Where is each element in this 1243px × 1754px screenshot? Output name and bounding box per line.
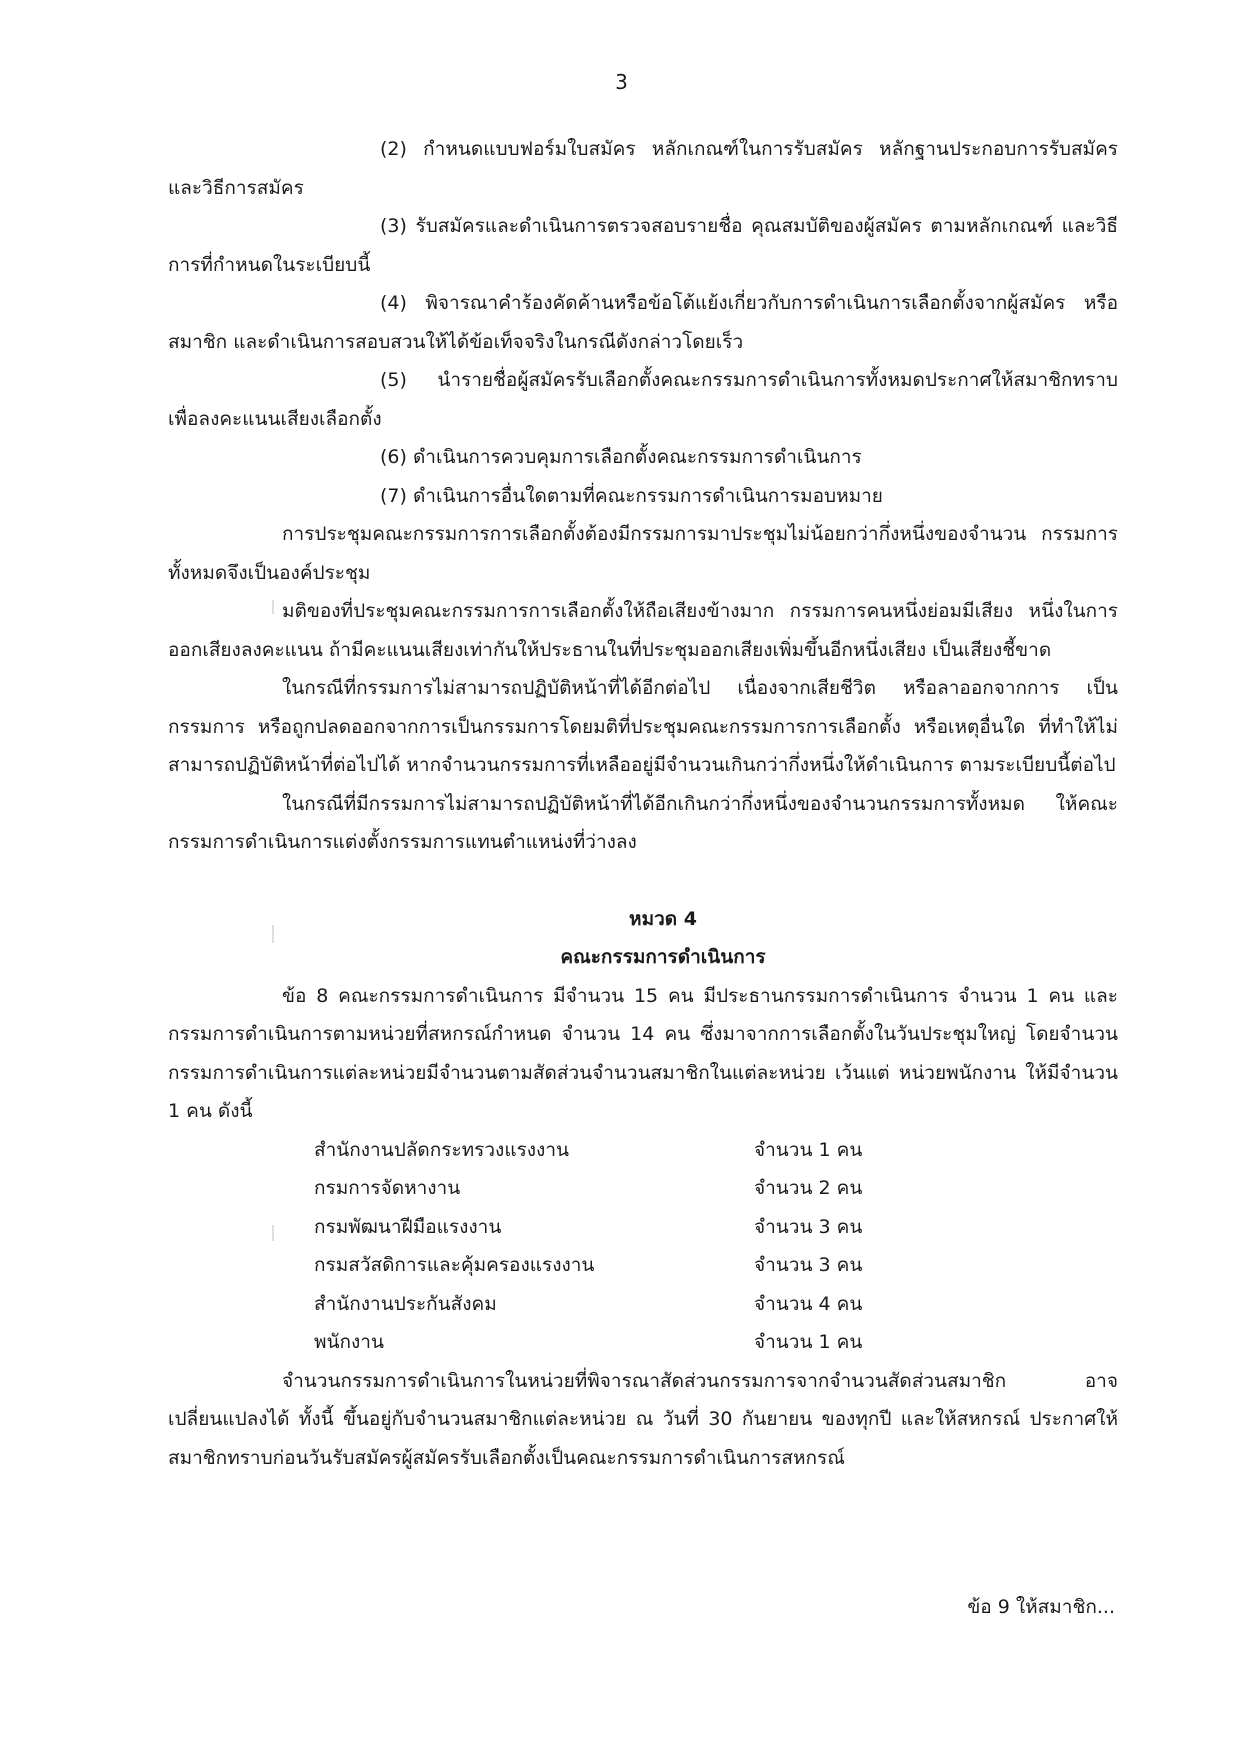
unit-count: จำนวน 1 คน <box>754 1331 863 1353</box>
unit-list <box>168 1131 1118 1362</box>
unit-name: กรมพัฒนาฝีมือแรงงาน <box>314 1215 502 1238</box>
list-item <box>168 1323 1118 1362</box>
list-item <box>168 1246 1118 1285</box>
list-item <box>168 1208 1118 1247</box>
list-item <box>168 1131 1118 1170</box>
item-4: (4) พิจารณาคำร้องคัดค้านหรือข้อโต้แย้งเกี่ยวกับการดำเนินการเลือกตั้งจากผู้สมัคร หรือสมาชิก และดำเนินการสอบสวนให้ได้ข้อเท็จจริงในกรณีดังกล่าวโดยเร็ว <box>168 292 1118 353</box>
unit-name: กรมการจัดหางาน <box>314 1177 461 1199</box>
item-7: (7) ดำเนินการอื่นใดตามที่คณะกรรมการดำเนินการมอบหมาย <box>380 484 883 507</box>
closing-paragraph: จำนวนกรรมการดำเนินการในหน่วยที่พิจารณาสัดส่วนกรรมการจากจำนวนสัดส่วนสมาชิก อาจเปลี่ยนแปลงได้ ทั้งนี้ ขึ้นอยู่กับจำนวนสมาชิกแต่ละหน่วย ณ วันที่ 30 กันยายน ของทุกปี และให้สหกรณ์ ประกาศให้สมาชิกทราบก่อนวันรับสมัครผู้สมัครรับเลือกตั้งเป็นคณะกรรมการดำเนินการสหกรณ์ <box>168 1369 1118 1469</box>
unit-count: จำนวน 2 คน <box>754 1177 863 1199</box>
unit-count: จำนวน 4 คน <box>754 1292 863 1315</box>
list-item <box>168 1169 1118 1208</box>
page-number: 3 <box>615 70 628 94</box>
quorum-paragraph: การประชุมคณะกรรมการการเลือกตั้งต้องมีกรรมการมาประชุมไม่น้อยกว่ากึ่งหนึ่งของจำนวน กรรมการทั้งหมดจึงเป็นองค์ประชุม <box>168 523 1118 584</box>
item-2: (2) กำหนดแบบฟอร์มใบสมัคร หลักเกณฑ์ในการรับสมัคร หลักฐานประกอบการรับสมัคร และวิธีการสมัคร <box>168 138 1118 199</box>
majority-paragraph: มติของที่ประชุมคณะกรรมการการเลือกตั้งให้ถือเสียงข้างมาก กรรมการคนหนึ่งย่อมมีเสียง หนึ่งในการออกเสียงลงคะแนน ถ้ามีคะแนนเสียงเท่ากันให้ประธานในที่ประชุมออกเสียงเพิ่มขึ้นอีกหนึ่งเสียง เป็นเสียงชี้ขาด <box>168 600 1118 661</box>
clause-8: ข้อ 8 คณะกรรมการดำเนินการ มีจำนวน 15 คน มีประธานกรรมการดำเนินการ จำนวน 1 คน และกรรมการดำเนินการตามหน่วยที่สหกรณ์กำหนด จำนวน 14 คน ซึ่งมาจากการเลือกตั้งในวันประชุมใหญ่ โดยจำนวนกรรมการดำเนินการแต่ละหน่วยมีจำนวนตามสัดส่วนจำนวนสมาชิกในแต่ละหน่วย เว้นแต่ หน่วยพนักงาน ให้มีจำนวน 1 คน ดังนี้ <box>168 984 1118 1122</box>
chapter-title: หมวด 4 <box>629 907 697 930</box>
vacancy-paragraph: ในกรณีที่กรรมการไม่สามารถปฏิบัติหน้าที่ได้อีกต่อไป เนื่องจากเสียชีวิต หรือลาออกจากการ เป็นกรรมการ หรือถูกปลดออกจากการเป็นกรรมการโดยมติที่ประชุมคณะกรรมการการเลือกตั้ง หรือเหตุอื่นใด ที่ทำให้ไม่สามารถปฏิบัติหน้าที่ต่อไปได้ หากจำนวนกรรมการที่เหลืออยู่มีจำนวนเกินกว่ากึ่งหนึ่งให้ดำเนินการ ตามระเบียบนี้ต่อไป <box>168 677 1118 776</box>
item-6: (6) ดำเนินการควบคุมการเลือกตั้งคณะกรรมการดำเนินการ <box>380 446 862 468</box>
scan-mark <box>272 600 274 614</box>
unit-name: สำนักงานประกันสังคม <box>314 1292 497 1315</box>
chapter-subtitle: คณะกรรมการดำเนินการ <box>560 946 766 968</box>
scan-mark <box>272 1225 274 1241</box>
next-page-cue: ข้อ 9 ให้สมาชิก... <box>967 1596 1115 1618</box>
unit-name: กรมสวัสดิการและคุ้มครองแรงงาน <box>314 1254 595 1276</box>
document-body <box>168 130 1118 1477</box>
unit-name: สำนักงานปลัดกระทรวงแรงงาน <box>314 1138 569 1161</box>
unit-count: จำนวน 3 คน <box>754 1254 863 1276</box>
list-item <box>168 1285 1118 1324</box>
item-3: (3) รับสมัครและดำเนินการตรวจสอบรายชื่อ คุณสมบัติของผู้สมัคร ตามหลักเกณฑ์ และวิธีการที่กำหนดในระเบียบนี้ <box>168 215 1118 276</box>
replacement-paragraph: ในกรณีที่มีกรรมการไม่สามารถปฏิบัติหน้าที่ได้อีกเกินกว่ากึ่งหนึ่งของจำนวนกรรมการทั้งหมด ให้คณะกรรมการดำเนินการแต่งตั้งกรรมการแทนตำแหน่งที่ว่างลง <box>168 792 1118 853</box>
unit-count: จำนวน 3 คน <box>754 1215 863 1238</box>
scan-mark <box>272 925 274 943</box>
item-5: (5) นำรายชื่อผู้สมัครรับเลือกตั้งคณะกรรมการดำเนินการทั้งหมดประกาศให้สมาชิกทราบ เพื่อลงคะแนนเสียงเลือกตั้ง <box>168 369 1118 430</box>
unit-count: จำนวน 1 คน <box>754 1138 863 1161</box>
unit-name: พนักงาน <box>314 1331 384 1353</box>
